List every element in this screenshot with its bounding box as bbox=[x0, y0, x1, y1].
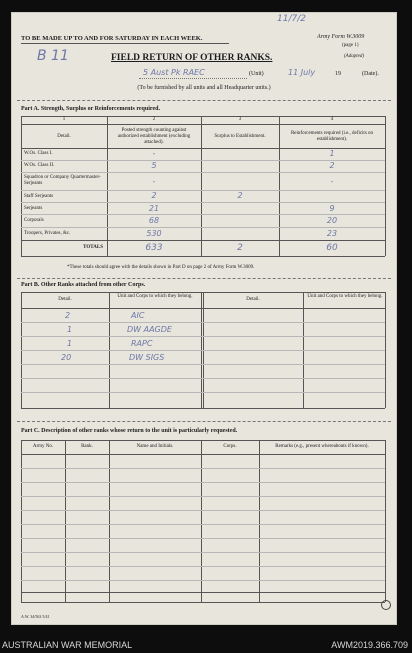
col-num-3: 3 bbox=[238, 117, 242, 122]
totals-note: *These totals should agree with the details shown in Part D on page 2 of Army Form W.3009. bbox=[67, 265, 255, 270]
row-reinf: 9 bbox=[329, 204, 335, 213]
form-sheet bbox=[11, 12, 397, 625]
row-posted: - bbox=[152, 149, 156, 158]
header-remarks: Remarks (e.g., present whereabouts if known). bbox=[275, 444, 369, 449]
unit-value: 5 Aust Pk RAEC bbox=[143, 68, 205, 77]
furnished-note: (To be furnished by all units and all Headquarter units.) bbox=[137, 85, 271, 91]
row-reinf: 2 bbox=[329, 161, 335, 170]
part-b-title: Part B. Other Ranks attached from other Corps. bbox=[21, 282, 146, 288]
row-posted: 530 bbox=[146, 229, 162, 238]
punch-hole bbox=[381, 600, 391, 610]
header-reinforcements: Reinforcements required (i.e., deficits on establishment). bbox=[290, 131, 374, 142]
part-a-title: Part A. Strength, Surplus or Reinforcements required. bbox=[21, 106, 160, 112]
row-detail: Corporals bbox=[24, 218, 44, 223]
attached-detail: 2 bbox=[65, 311, 71, 320]
attached-unit: DW SIGS bbox=[129, 353, 165, 362]
date-value: 11 July bbox=[288, 68, 316, 77]
row-reinf: - bbox=[330, 177, 334, 186]
row-posted: 21 bbox=[148, 204, 160, 213]
header-unit-corps-right: Unit and Corps to which they belong. bbox=[307, 294, 383, 299]
header-detail: Detail. bbox=[57, 134, 71, 139]
row-reinf: 20 bbox=[326, 216, 338, 225]
attached-detail: 1 bbox=[67, 325, 73, 334]
attached-unit: RAPC bbox=[131, 339, 153, 348]
header-corps: Corps. bbox=[223, 444, 237, 449]
header-rank: Rank. bbox=[81, 444, 93, 449]
header-posted-strength: Posted strength counting against authorized establishment (excluding attached). bbox=[117, 128, 191, 145]
col-num-4: 4 bbox=[330, 117, 334, 122]
totals-posted: 633 bbox=[145, 243, 163, 253]
row-posted: 2 bbox=[151, 191, 157, 200]
page-number: (page 1) bbox=[342, 43, 359, 48]
header-detail-right: Detail. bbox=[246, 297, 260, 302]
part-c-title: Part C. Description of other ranks whose return to the unit is particularly requested. bbox=[21, 428, 238, 434]
header-name: Name and Initials. bbox=[136, 444, 174, 449]
date-label: (Date). bbox=[362, 71, 379, 77]
row-posted: - bbox=[152, 177, 156, 186]
part-a-table bbox=[21, 116, 385, 268]
header-detail-left: Detail. bbox=[58, 297, 72, 302]
row-surplus: 2 bbox=[237, 191, 243, 200]
row-detail: W.Os. Class I. bbox=[24, 151, 53, 156]
totals-reinf: 60 bbox=[326, 243, 338, 253]
col-num-2: 2 bbox=[152, 117, 156, 122]
unit-label: (Unit) bbox=[249, 71, 264, 77]
row-reinf: 23 bbox=[326, 229, 338, 238]
header-army-no: Army No. bbox=[32, 444, 54, 449]
row-detail: Squadron or Company Quartermaster-Serjeants bbox=[24, 175, 101, 186]
totals-surplus: 2 bbox=[237, 243, 243, 253]
row-detail: Troopers, Privates, &c. bbox=[24, 231, 71, 236]
weekly-note: TO BE MADE UP TO AND FOR SATURDAY IN EACH WEEK. bbox=[21, 35, 203, 42]
attached-unit: DW AAGDE bbox=[127, 325, 172, 334]
row-detail: Serjeants bbox=[24, 206, 43, 211]
adapted-note: (Adapted) bbox=[344, 54, 364, 59]
row-posted: 5 bbox=[151, 161, 157, 170]
footer-accession-number: AWM2019.366.709 bbox=[331, 640, 408, 650]
row-detail: Staff Serjeants bbox=[24, 194, 54, 199]
year-prefix: 19 bbox=[335, 71, 341, 77]
row-detail: W.Os. Class II. bbox=[24, 163, 55, 168]
attached-detail: 20 bbox=[61, 353, 72, 362]
row-posted: 68 bbox=[148, 216, 160, 225]
form-code: A.W. 34/563 5/41 bbox=[21, 614, 50, 619]
form-title: FIELD RETURN OF OTHER RANKS. bbox=[111, 53, 273, 63]
footer-institution: AUSTRALIAN WAR MEMORIAL bbox=[2, 640, 133, 650]
header-unit-corps-left: Unit and Corps to which they belong. bbox=[117, 294, 193, 299]
col-num-1: 1 bbox=[62, 117, 66, 122]
part-b-table bbox=[21, 292, 385, 410]
row-reinf: 1 bbox=[329, 149, 335, 158]
part-c-table bbox=[21, 440, 385, 604]
army-form-number: Army Form W.3009 bbox=[317, 34, 365, 40]
attached-unit: AIC bbox=[131, 311, 145, 320]
handwritten-b-number: B 11 bbox=[37, 48, 69, 64]
handwritten-reference: 11/7/2 bbox=[277, 14, 306, 24]
attached-detail: 1 bbox=[67, 339, 73, 348]
totals-label: TOTALS bbox=[83, 245, 103, 250]
header-surplus: Surplus to Establishment. bbox=[214, 134, 266, 139]
